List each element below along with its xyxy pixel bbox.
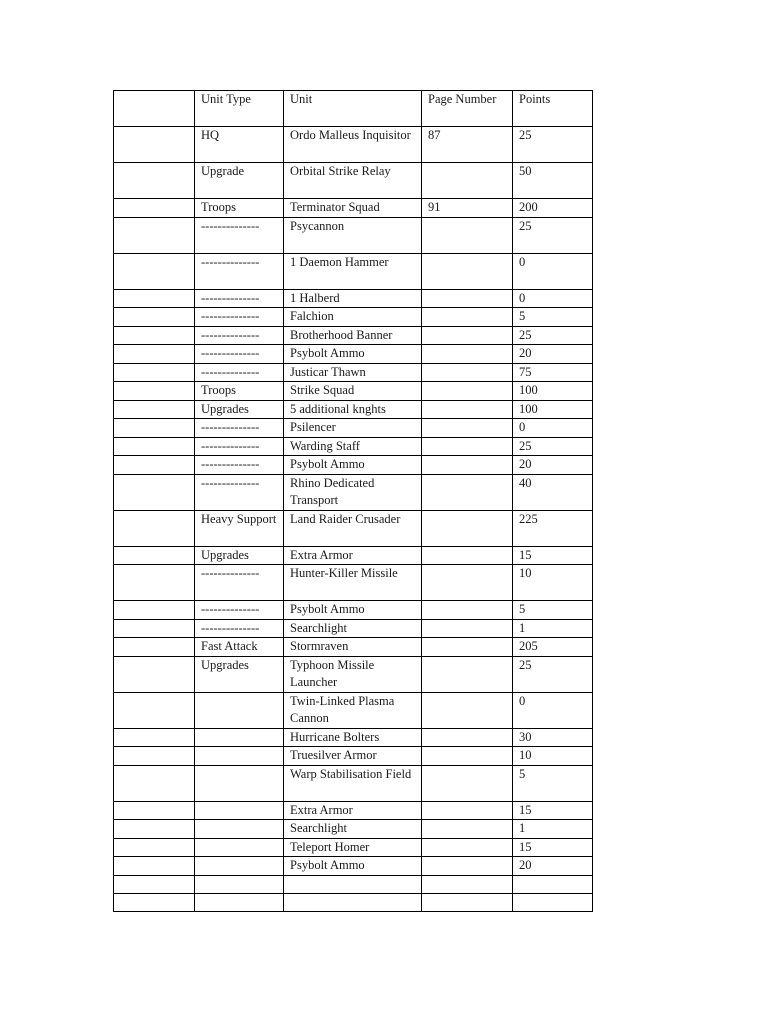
table-row xyxy=(114,289,593,308)
cell-points: 205 xyxy=(513,638,593,657)
cell-blank xyxy=(114,308,195,327)
cell-unit-type xyxy=(195,893,284,911)
cell-page-number xyxy=(422,163,513,199)
cell-blank xyxy=(114,747,195,766)
cell-points: 15 xyxy=(513,801,593,820)
table-row xyxy=(114,437,593,456)
cell-unit: Terminator Squad xyxy=(284,199,422,218)
table-row xyxy=(114,565,593,601)
cell-points: 5 xyxy=(513,308,593,327)
cell-unit: Warp Stabilisation Field xyxy=(284,765,422,801)
cell-unit-type: Troops xyxy=(195,199,284,218)
cell-points: 0 xyxy=(513,253,593,289)
cell-unit: Land Raider Crusader xyxy=(284,510,422,546)
table-row xyxy=(114,474,593,510)
cell-blank xyxy=(114,127,195,163)
cell-unit: Stormraven xyxy=(284,638,422,657)
cell-points: 200 xyxy=(513,199,593,218)
cell-unit-type: Upgrades xyxy=(195,400,284,419)
cell-unit-type: -------------- xyxy=(195,326,284,345)
cell-blank xyxy=(114,619,195,638)
cell-unit-type xyxy=(195,765,284,801)
cell-points: 10 xyxy=(513,565,593,601)
cell-blank xyxy=(114,456,195,475)
cell-unit-type: Upgrades xyxy=(195,656,284,692)
cell-unit: Falchion xyxy=(284,308,422,327)
cell-blank xyxy=(114,510,195,546)
cell-points: 25 xyxy=(513,326,593,345)
cell-unit: Searchlight xyxy=(284,820,422,839)
cell-page-number xyxy=(422,456,513,475)
cell-blank xyxy=(114,382,195,401)
cell-unit: Brotherhood Banner xyxy=(284,326,422,345)
cell-points: 25 xyxy=(513,656,593,692)
cell-page-number xyxy=(422,838,513,857)
cell-page-number xyxy=(422,217,513,253)
table-row xyxy=(114,308,593,327)
cell-points: 5 xyxy=(513,765,593,801)
cell-page-number xyxy=(422,345,513,364)
cell-blank xyxy=(114,656,195,692)
table-row xyxy=(114,875,593,893)
cell-unit-type: Troops xyxy=(195,382,284,401)
table-row xyxy=(114,363,593,382)
cell-unit: Extra Armor xyxy=(284,801,422,820)
cell-points: 0 xyxy=(513,692,593,728)
cell-page-number xyxy=(422,692,513,728)
cell-page-number xyxy=(422,565,513,601)
cell-unit xyxy=(284,893,422,911)
cell-unit: Truesilver Armor xyxy=(284,747,422,766)
cell-points: 1 xyxy=(513,619,593,638)
cell-unit-type xyxy=(195,728,284,747)
cell-unit: Ordo Malleus Inquisitor xyxy=(284,127,422,163)
cell-unit-type: -------------- xyxy=(195,289,284,308)
cell-blank xyxy=(114,601,195,620)
cell-unit-type: Upgrade xyxy=(195,163,284,199)
cell-unit: Searchlight xyxy=(284,619,422,638)
cell-unit: 1 Daemon Hammer xyxy=(284,253,422,289)
cell-unit-type xyxy=(195,838,284,857)
cell-page-number xyxy=(422,619,513,638)
cell-blank xyxy=(114,820,195,839)
cell-page-number xyxy=(422,382,513,401)
cell-blank xyxy=(114,692,195,728)
cell-unit-type xyxy=(195,801,284,820)
cell-page-number xyxy=(422,419,513,438)
cell-points xyxy=(513,893,593,911)
table-row xyxy=(114,838,593,857)
cell-page-number xyxy=(422,728,513,747)
table-row xyxy=(114,510,593,546)
cell-unit: Warding Staff xyxy=(284,437,422,456)
cell-points: 75 xyxy=(513,363,593,382)
cell-unit: Rhino Dedicated Transport xyxy=(284,474,422,510)
table-row xyxy=(114,601,593,620)
cell-page-number xyxy=(422,747,513,766)
cell-page-number xyxy=(422,656,513,692)
cell-unit: Psybolt Ammo xyxy=(284,345,422,364)
cell-unit: Orbital Strike Relay xyxy=(284,163,422,199)
cell-page-number xyxy=(422,601,513,620)
table-row xyxy=(114,728,593,747)
cell-unit: Twin-Linked Plasma Cannon xyxy=(284,692,422,728)
table-row xyxy=(114,199,593,218)
cell-blank xyxy=(114,474,195,510)
cell-points: 25 xyxy=(513,127,593,163)
cell-unit-type xyxy=(195,875,284,893)
cell-blank xyxy=(114,289,195,308)
cell-points: 0 xyxy=(513,419,593,438)
cell-blank xyxy=(114,838,195,857)
cell-unit: Hurricane Bolters xyxy=(284,728,422,747)
cell-points: 40 xyxy=(513,474,593,510)
table-row xyxy=(114,857,593,876)
cell-points: 25 xyxy=(513,217,593,253)
cell-blank xyxy=(114,765,195,801)
cell-unit: 1 Halberd xyxy=(284,289,422,308)
cell-points: 5 xyxy=(513,601,593,620)
table-row xyxy=(114,382,593,401)
table-row xyxy=(114,692,593,728)
cell-blank xyxy=(114,565,195,601)
table-row xyxy=(114,456,593,475)
cell-blank xyxy=(114,217,195,253)
table-row xyxy=(114,747,593,766)
cell-blank xyxy=(114,638,195,657)
cell-unit-type xyxy=(195,692,284,728)
cell-unit-type: -------------- xyxy=(195,474,284,510)
cell-page-number xyxy=(422,253,513,289)
cell-unit-type: HQ xyxy=(195,127,284,163)
table-row xyxy=(114,419,593,438)
header-cell-points: Points xyxy=(513,91,593,127)
cell-unit: Strike Squad xyxy=(284,382,422,401)
cell-unit-type: -------------- xyxy=(195,363,284,382)
table-row xyxy=(114,217,593,253)
cell-unit: Psybolt Ammo xyxy=(284,857,422,876)
header-cell-unit: Unit xyxy=(284,91,422,127)
cell-unit: Extra Armor xyxy=(284,546,422,565)
cell-blank xyxy=(114,437,195,456)
cell-unit-type: Fast Attack xyxy=(195,638,284,657)
table-row xyxy=(114,656,593,692)
table-row xyxy=(114,546,593,565)
cell-unit: Psybolt Ammo xyxy=(284,601,422,620)
cell-unit xyxy=(284,875,422,893)
cell-unit-type: Upgrades xyxy=(195,546,284,565)
cell-unit-type: -------------- xyxy=(195,217,284,253)
cell-points: 100 xyxy=(513,382,593,401)
cell-points: 15 xyxy=(513,546,593,565)
cell-unit-type: -------------- xyxy=(195,601,284,620)
cell-unit: Psybolt Ammo xyxy=(284,456,422,475)
cell-unit-type xyxy=(195,820,284,839)
army-list-body xyxy=(114,91,593,912)
table-row xyxy=(114,326,593,345)
table-row xyxy=(114,400,593,419)
cell-blank xyxy=(114,728,195,747)
table-header-row xyxy=(114,91,593,127)
cell-points: 1 xyxy=(513,820,593,839)
header-cell-blank xyxy=(114,91,195,127)
cell-blank xyxy=(114,875,195,893)
cell-points: 10 xyxy=(513,747,593,766)
cell-page-number xyxy=(422,437,513,456)
table-row xyxy=(114,163,593,199)
cell-page-number: 87 xyxy=(422,127,513,163)
cell-unit-type: -------------- xyxy=(195,419,284,438)
cell-unit-type: -------------- xyxy=(195,565,284,601)
cell-page-number xyxy=(422,638,513,657)
cell-points: 100 xyxy=(513,400,593,419)
cell-page-number xyxy=(422,363,513,382)
cell-unit-type: Heavy Support xyxy=(195,510,284,546)
cell-points xyxy=(513,875,593,893)
cell-page-number xyxy=(422,510,513,546)
cell-points: 20 xyxy=(513,857,593,876)
cell-blank xyxy=(114,400,195,419)
table-row xyxy=(114,801,593,820)
cell-page-number xyxy=(422,875,513,893)
cell-blank xyxy=(114,253,195,289)
cell-unit-type xyxy=(195,747,284,766)
cell-blank xyxy=(114,801,195,820)
cell-unit: Psilencer xyxy=(284,419,422,438)
cell-points: 15 xyxy=(513,838,593,857)
table-row xyxy=(114,619,593,638)
table-row xyxy=(114,893,593,911)
cell-points: 50 xyxy=(513,163,593,199)
cell-page-number xyxy=(422,289,513,308)
cell-unit-type: -------------- xyxy=(195,437,284,456)
cell-unit: Psycannon xyxy=(284,217,422,253)
cell-blank xyxy=(114,326,195,345)
cell-unit: Typhoon Missile Launcher xyxy=(284,656,422,692)
cell-page-number xyxy=(422,326,513,345)
cell-page-number xyxy=(422,400,513,419)
cell-points: 225 xyxy=(513,510,593,546)
cell-blank xyxy=(114,419,195,438)
cell-points: 20 xyxy=(513,456,593,475)
cell-blank xyxy=(114,199,195,218)
cell-points: 20 xyxy=(513,345,593,364)
cell-points: 30 xyxy=(513,728,593,747)
army-list-table xyxy=(113,90,593,912)
cell-page-number xyxy=(422,801,513,820)
table-row xyxy=(114,345,593,364)
cell-unit-type: -------------- xyxy=(195,345,284,364)
cell-blank xyxy=(114,546,195,565)
cell-unit: Teleport Homer xyxy=(284,838,422,857)
cell-page-number xyxy=(422,474,513,510)
cell-unit: Justicar Thawn xyxy=(284,363,422,382)
cell-points: 0 xyxy=(513,289,593,308)
cell-blank xyxy=(114,345,195,364)
cell-unit-type: -------------- xyxy=(195,456,284,475)
cell-page-number xyxy=(422,857,513,876)
header-cell-page-number: Page Number xyxy=(422,91,513,127)
table-row xyxy=(114,253,593,289)
table-row xyxy=(114,638,593,657)
cell-points: 25 xyxy=(513,437,593,456)
cell-page-number xyxy=(422,765,513,801)
cell-page-number: 91 xyxy=(422,199,513,218)
header-cell-unit-type: Unit Type xyxy=(195,91,284,127)
cell-page-number xyxy=(422,820,513,839)
cell-blank xyxy=(114,857,195,876)
cell-unit: 5 additional knghts xyxy=(284,400,422,419)
cell-unit-type: -------------- xyxy=(195,253,284,289)
table-row xyxy=(114,820,593,839)
cell-unit-type: -------------- xyxy=(195,619,284,638)
cell-blank xyxy=(114,893,195,911)
cell-page-number xyxy=(422,308,513,327)
cell-page-number xyxy=(422,893,513,911)
table-row xyxy=(114,127,593,163)
cell-unit-type: -------------- xyxy=(195,308,284,327)
table-row xyxy=(114,765,593,801)
cell-page-number xyxy=(422,546,513,565)
cell-unit-type xyxy=(195,857,284,876)
cell-unit: Hunter-Killer Missile xyxy=(284,565,422,601)
cell-blank xyxy=(114,163,195,199)
cell-blank xyxy=(114,363,195,382)
